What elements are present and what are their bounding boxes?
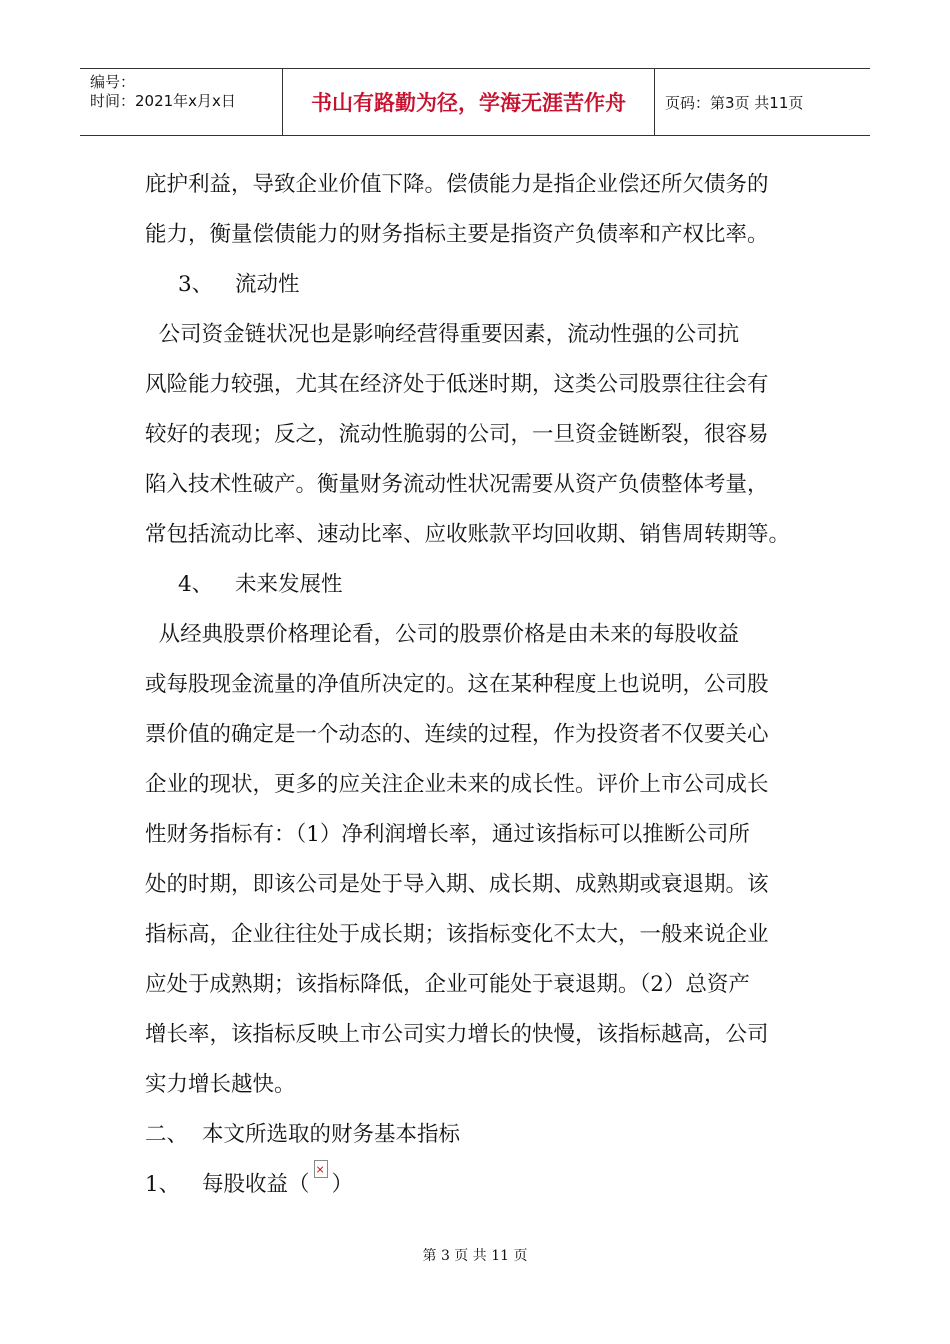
- section-title: 未来发展性: [235, 572, 343, 597]
- broken-image-icon: [314, 1160, 328, 1178]
- text-line: 增长率，该指标反映上市公司实力增长的快慢，该指标越高，公司: [145, 1022, 769, 1047]
- text-line: 票价值的确定是一个动态的、连续的过程，作为投资者不仅要关心: [145, 722, 769, 747]
- text-line: 实力增长越快。: [145, 1072, 296, 1097]
- text-line: 企业的现状，更多的应关注企业未来的成长性。评价上市公司成长: [145, 772, 769, 797]
- item-heading-1: [145, 1160, 810, 1210]
- section-heading-4: [145, 560, 810, 610]
- item-title-pre: 每股收益（: [202, 1172, 310, 1197]
- section-title: 流动性: [235, 272, 300, 297]
- text-line: 庇护利益，导致企业价值下降。偿债能力是指企业偿还所欠债务的: [145, 172, 769, 197]
- text-line: 较好的表现；反之，流动性脆弱的公司，一旦资金链断裂，很容易: [145, 422, 769, 447]
- text-line: 应处于成熟期；该指标降低，企业可能处于衰退期。（2）总资产: [145, 972, 750, 997]
- section-number: 4、: [178, 572, 214, 597]
- text-line: 性财务指标有：（1）净利润增长率，通过该指标可以推断公司所: [145, 822, 750, 847]
- item-title-post: ）: [331, 1172, 354, 1197]
- section-number: 3、: [178, 272, 214, 297]
- section-heading-3: [145, 260, 810, 310]
- time-label: 时间：2021年x月x日: [90, 92, 236, 110]
- text-line: 能力，衡量偿债能力的财务指标主要是指资产负债率和产权比率。: [145, 222, 769, 247]
- document-body: [145, 160, 810, 1210]
- header-page-info: 页码：第3页 共11页: [665, 93, 804, 112]
- item-number: 1、: [145, 1172, 181, 1197]
- text-line: 常包括流动比率、速动比率、应收账款平均回收期、销售周转期等。: [145, 522, 791, 547]
- page-header: [80, 68, 870, 136]
- text-line: 公司资金链状况也是影响经营得重要因素，流动性强的公司抗: [145, 322, 740, 347]
- header-motto: 书山有路勤为径，学海无涯苦作舟: [283, 69, 655, 135]
- text-line: 陷入技术性破产。衡量财务流动性状况需要从资产负债整体考量，: [145, 472, 769, 497]
- page-footer: 第 3 页 共 11 页: [422, 1248, 528, 1264]
- number-label: 编号：: [90, 73, 136, 91]
- section-number: 二、: [145, 1122, 189, 1147]
- text-line: 或每股现金流量的净值所决定的。这在某种程度上也说明，公司股: [145, 672, 769, 697]
- text-line: 风险能力较强，尤其在经济处于低迷时期，这类公司股票往往会有: [145, 372, 769, 397]
- header-meta: [80, 69, 283, 135]
- text-line: 指标高，企业往往处于成长期；该指标变化不太大，一般来说企业: [145, 922, 769, 947]
- text-line: 从经典股票价格理论看，公司的股票价格是由未来的每股收益: [145, 622, 740, 647]
- text-line: 处的时期，即该公司是处于导入期、成长期、成熟期或衰退期。该: [145, 872, 769, 897]
- section-title: 本文所选取的财务基本指标: [202, 1122, 461, 1147]
- section-heading-two: [145, 1110, 810, 1160]
